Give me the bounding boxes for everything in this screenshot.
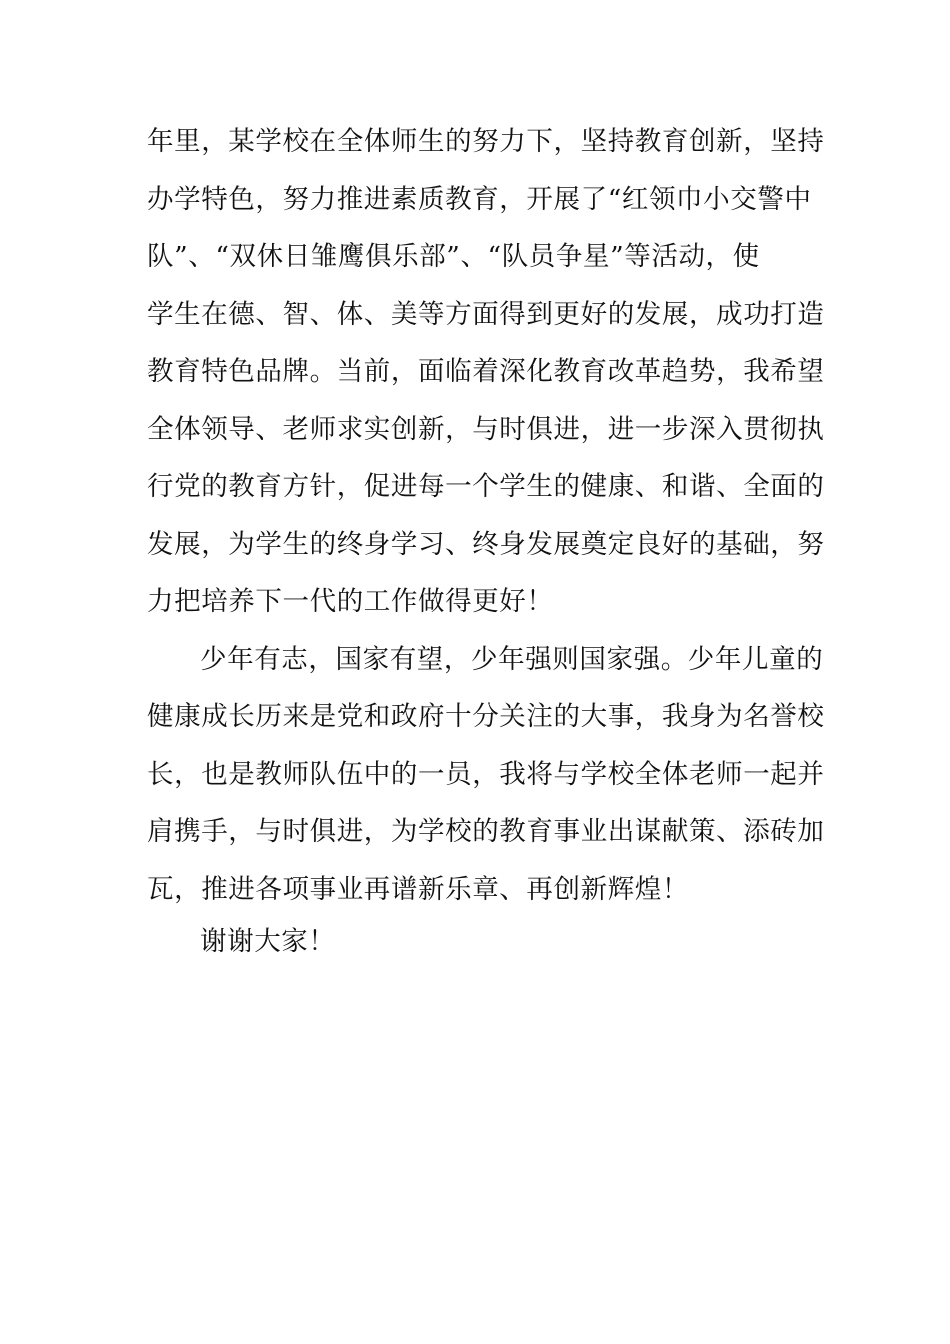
paragraph-2-line-4: 肩携手，与时俱进，为学校的教育事业出谋献策、添砖加 [147, 816, 825, 847]
paragraph-1-line-5: 教育特色品牌。当前，面临着深化教育改革趋势，我希望 [147, 356, 825, 387]
paragraph-2-line-2: 健康成长历来是党和政府十分关注的大事，我身为名誉校 [147, 701, 825, 732]
paragraph-1-line-8: 发展，为学生的终身学习、终身发展奠定良好的基础，努 [147, 529, 825, 560]
paragraph-1-line-4: 学生在德、智、体、美等方面得到更好的发展，成功打造 [147, 299, 825, 330]
paragraph-2-line-1: 少年有志，国家有望，少年强则国家强。少年儿童的 [200, 644, 824, 675]
paragraph-1-line-7: 行党的教育方针，促进每一个学生的健康、和谐、全面的 [147, 471, 825, 502]
paragraph-1-line-1: 年里，某学校在全体师生的努力下，坚持教育创新，坚持 [147, 126, 825, 157]
paragraph-1-line-2: 办学特色，努力推进素质教育，开展了“红领巾小交警中 [147, 184, 812, 215]
paragraph-2-line-5: 瓦，推进各项事业再谱新乐章、再创新辉煌！ [147, 874, 689, 905]
paragraph-1-line-6: 全体领导、老师求实创新，与时俱进，进一步深入贯彻执 [147, 414, 825, 445]
paragraph-2-line-3: 长，也是教师队伍中的一员，我将与学校全体老师一起并 [147, 759, 825, 790]
paragraph-1-line-9: 力把培养下一代的工作做得更好！ [147, 586, 554, 617]
closing-line: 谢谢大家！ [200, 926, 336, 957]
paragraph-1-line-3: 队”、“双休日雏鹰俱乐部”、“队员争星”等活动，使 [147, 241, 760, 272]
